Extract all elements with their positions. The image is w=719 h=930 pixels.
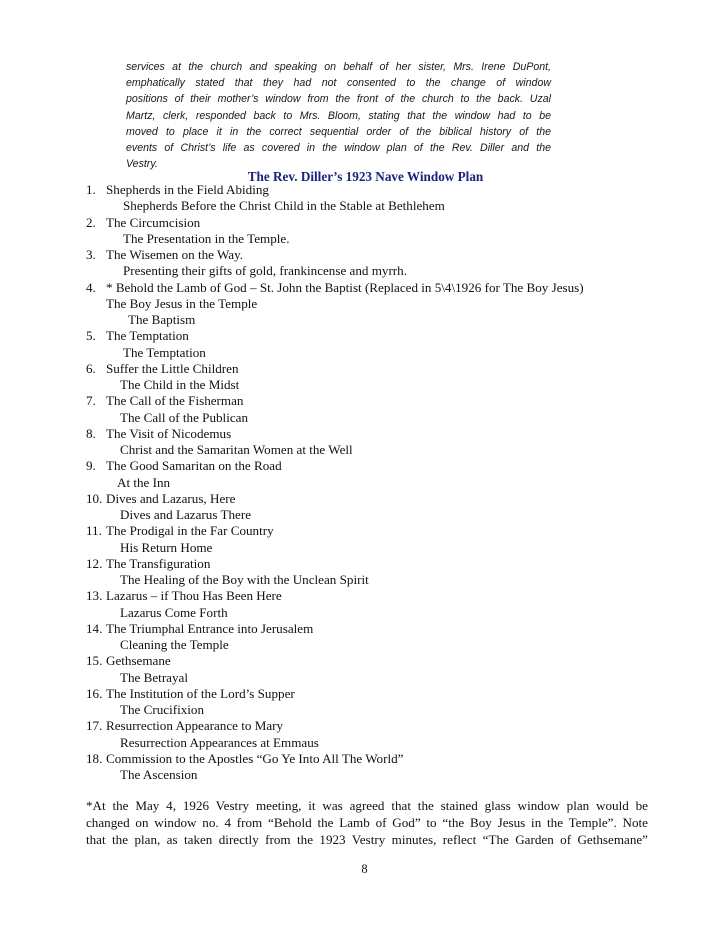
plan-item-number: 15. xyxy=(86,653,103,669)
plan-item xyxy=(86,556,646,572)
plan-subitem xyxy=(86,263,646,279)
page-number: 8 xyxy=(361,862,368,876)
section-heading: The Rev. Diller’s 1923 Nave Window Plan xyxy=(247,169,484,184)
footnote-line: *At the May 4, 1926 Vestry meeting, it was agreed that the stained glass window plan would be xyxy=(86,798,648,813)
plan-item-title: Shepherds in the Field Abiding xyxy=(106,182,269,197)
plan-item-number: 6. xyxy=(86,360,96,376)
quote-line: Vestry. xyxy=(126,158,158,171)
plan-item-title: The Call of the Fisherman xyxy=(106,393,244,409)
quote-line: Martz, clerk, responded back to Mrs. Bloom, stating that the window had to be xyxy=(126,109,551,122)
plan-item-number: 17. xyxy=(86,718,103,734)
quote-line: positions of their mother’s window from the front of the church to the back. Uzal xyxy=(126,93,551,106)
plan-item-number: 13. xyxy=(86,588,103,604)
plan-item-title: Commission to the Apostles “Go Ye Into All The World” xyxy=(106,750,404,766)
plan-item-number: 1. xyxy=(86,182,96,197)
plan-item-title: The Triumphal Entrance into Jerusalem xyxy=(106,620,314,636)
quote-line: moved to place it in the correct sequential order of the biblical history of the xyxy=(126,125,551,138)
plan-subitem xyxy=(86,605,646,621)
plan-subitem xyxy=(86,540,646,556)
plan-subitem-text: The Betrayal xyxy=(120,669,188,685)
window-plan-list xyxy=(86,182,646,783)
plan-subitem-text: Dives and Lazarus There xyxy=(120,507,252,522)
plan-item xyxy=(86,426,646,442)
plan-item xyxy=(86,621,646,637)
plan-item-title: The Good Samaritan on the Road xyxy=(106,458,282,474)
plan-subitem xyxy=(86,767,646,783)
plan-item xyxy=(86,182,646,198)
plan-item-title: The Transfiguration xyxy=(106,555,211,571)
plan-item-number: 14. xyxy=(86,620,103,636)
plan-item xyxy=(86,653,646,669)
plan-subitem xyxy=(86,231,646,247)
plan-subitem-text: The Child in the Midst xyxy=(120,377,240,392)
plan-subitem-text: The Ascension xyxy=(120,767,198,782)
footnote xyxy=(86,797,648,848)
plan-subitem-text: His Return Home xyxy=(120,539,213,555)
plan-item-title: The Wisemen on the Way. xyxy=(106,247,244,262)
plan-subitem xyxy=(86,198,646,214)
plan-subitem xyxy=(86,572,646,588)
plan-subitem-text: The Temptation xyxy=(123,344,206,360)
plan-item-title: The Institution of the Lord’s Supper xyxy=(106,685,295,701)
quote-line: events of Christ’s life as covered in the window plan of the Rev. Diller and the xyxy=(126,142,551,155)
plan-subitem-text: The Healing of the Boy with the Unclean Spirit xyxy=(120,572,369,587)
plan-subitem-text: Christ and the Samaritan Women at the Well xyxy=(120,442,353,457)
plan-item-title: The Visit of Nicodemus xyxy=(106,425,232,441)
footnote-line: changed on window no. 4 from “Behold the Lamb of God” to “the Boy Jesus in the Temple”. Note xyxy=(86,815,648,830)
plan-item xyxy=(86,718,646,734)
plan-item-number: 8. xyxy=(86,425,96,441)
plan-item-number: 18. xyxy=(86,750,103,766)
plan-subitem-text: The Baptism xyxy=(128,312,196,327)
footnote-line: that the plan, as taken directly from the 1923 Vestry minutes, reflect “The Garden of Gethsemane” xyxy=(86,832,648,847)
plan-subitem xyxy=(86,312,646,328)
quote-line: emphatically stated that they had not consented to the change of window xyxy=(126,77,551,90)
plan-item-title: * Behold the Lamb of God – St. John the Baptist (Replaced in 5\4\1926 for The Boy Jesus) xyxy=(106,279,584,295)
plan-item-title: Dives and Lazarus, Here xyxy=(106,490,236,506)
plan-subitem xyxy=(86,442,646,458)
plan-item xyxy=(86,328,646,344)
plan-item-number: 9. xyxy=(86,458,96,474)
plan-item xyxy=(86,393,646,409)
plan-item xyxy=(86,523,646,539)
plan-item-title: The Prodigal in the Far Country xyxy=(106,523,274,539)
plan-item xyxy=(86,686,646,702)
plan-item-number: 2. xyxy=(86,214,96,230)
plan-item xyxy=(86,215,646,231)
plan-item-title: Gethsemane xyxy=(106,653,171,669)
plan-item xyxy=(86,247,646,263)
plan-item xyxy=(86,280,646,296)
plan-item xyxy=(86,588,646,604)
plan-item-title: The Circumcision xyxy=(106,214,201,230)
plan-subitem-text: The Presentation in the Temple. xyxy=(123,230,290,246)
plan-subitem xyxy=(86,377,646,393)
plan-subitem xyxy=(86,507,646,523)
plan-subitem-text: Shepherds Before the Christ Child in the Stable at Bethlehem xyxy=(123,198,445,214)
plan-subitem xyxy=(86,410,646,426)
plan-subitem-text: Lazarus Come Forth xyxy=(120,604,228,620)
plan-item-title: Resurrection Appearance to Mary xyxy=(106,718,284,734)
plan-item-number: 3. xyxy=(86,247,96,262)
plan-subitem-text: The Crucifixion xyxy=(120,702,204,717)
plan-item xyxy=(86,458,646,474)
plan-subitem-text: Presenting their gifts of gold, frankincense and myrrh. xyxy=(123,263,407,279)
plan-subitem xyxy=(86,345,646,361)
plan-item-number: 10. xyxy=(86,490,103,506)
plan-subitem-text: The Call of the Publican xyxy=(120,409,248,425)
plan-subitem-text: Cleaning the Temple xyxy=(120,637,229,652)
quote-line: services at the church and speaking on behalf of her sister, Mrs. Irene DuPont, xyxy=(126,61,551,73)
plan-item xyxy=(86,491,646,507)
plan-item-number: 16. xyxy=(86,685,103,701)
plan-item-number: 4. xyxy=(86,279,96,295)
plan-item xyxy=(86,751,646,767)
plan-item-title: Lazarus – if Thou Has Been Here xyxy=(106,588,282,604)
plan-item-title: Suffer the Little Children xyxy=(106,360,239,376)
plan-item-number: 11. xyxy=(86,523,102,539)
plan-subitem xyxy=(86,296,646,312)
plan-item-title: The Temptation xyxy=(106,328,189,344)
plan-item xyxy=(86,361,646,377)
quoted-letter-excerpt xyxy=(126,59,551,172)
plan-subitem-text: At the Inn xyxy=(117,474,171,490)
plan-subitem xyxy=(86,670,646,686)
plan-subitem xyxy=(86,475,646,491)
plan-subitem xyxy=(86,702,646,718)
plan-item-number: 7. xyxy=(86,393,96,409)
plan-subitem-text: Resurrection Appearances at Emmaus xyxy=(120,734,319,750)
plan-item-number: 12. xyxy=(86,555,103,571)
plan-subitem xyxy=(86,637,646,653)
plan-subitem-text: The Boy Jesus in the Temple xyxy=(106,295,258,311)
plan-item-number: 5. xyxy=(86,328,96,344)
plan-subitem xyxy=(86,735,646,751)
